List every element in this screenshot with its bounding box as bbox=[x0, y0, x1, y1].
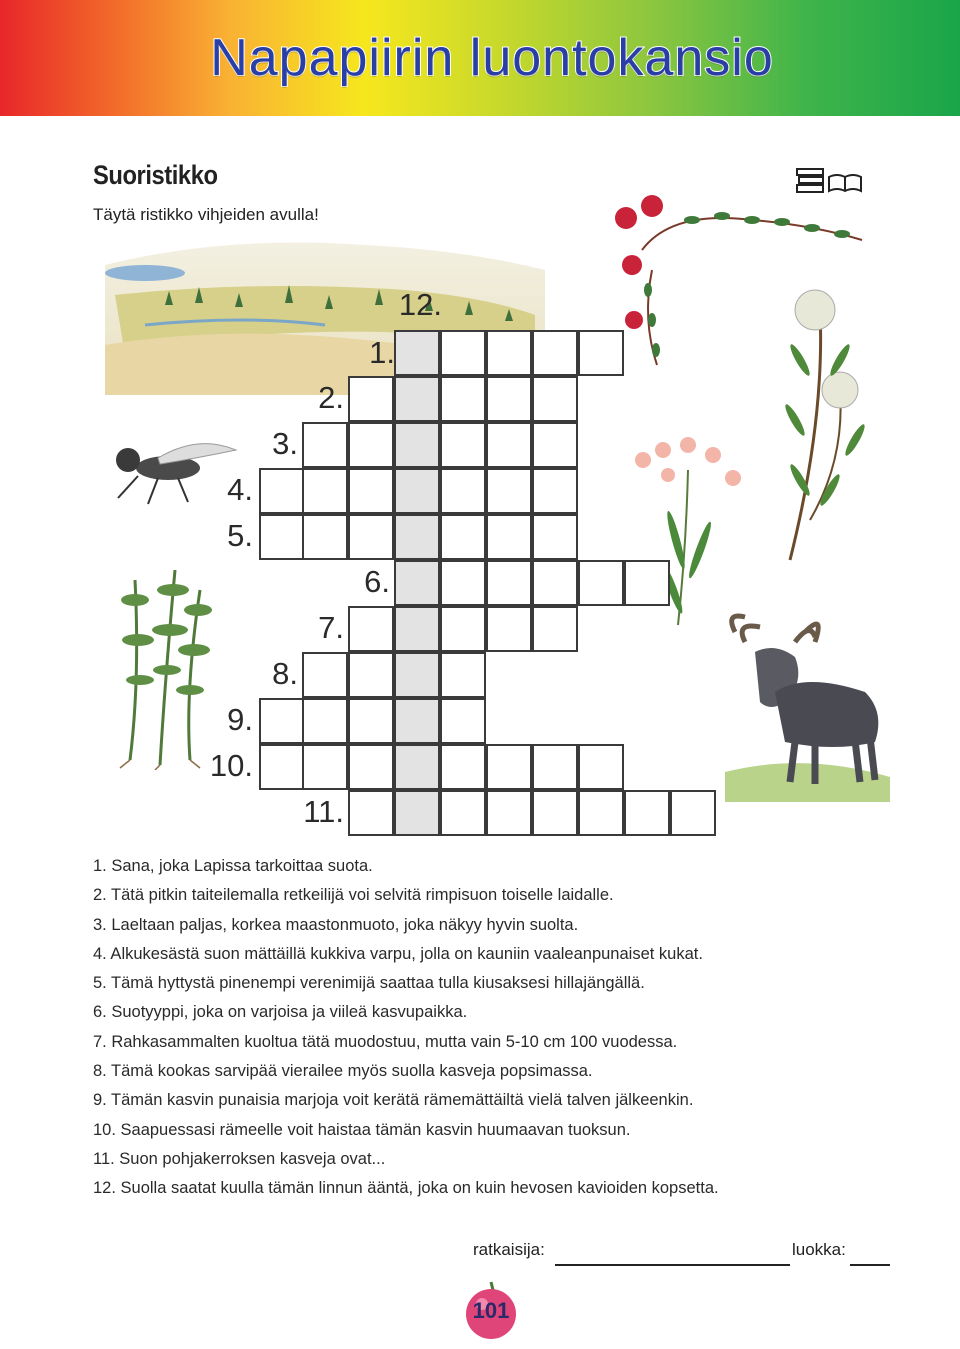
crossword-cell[interactable] bbox=[486, 330, 532, 376]
solver-name-field[interactable] bbox=[555, 1264, 790, 1266]
page-number-badge bbox=[462, 1280, 520, 1344]
crossword-cell[interactable] bbox=[486, 560, 532, 606]
page-number: 101 bbox=[472, 1298, 510, 1323]
crossword-key-cell[interactable] bbox=[394, 652, 440, 698]
clue-number: 4. bbox=[227, 472, 253, 507]
instruction-text: Täytä ristikko vihjeiden avulla! bbox=[93, 205, 319, 224]
crossword-cell[interactable] bbox=[578, 330, 624, 376]
crossword-key-cell[interactable] bbox=[394, 422, 440, 468]
crossword-key-cell[interactable] bbox=[394, 790, 440, 836]
crossword-cell[interactable] bbox=[440, 330, 486, 376]
class-field[interactable] bbox=[850, 1264, 890, 1266]
solver-label: ratkaisija: bbox=[473, 1240, 545, 1259]
crossword-cell[interactable] bbox=[440, 422, 486, 468]
crossword-cell[interactable] bbox=[259, 744, 305, 790]
crossword-cell[interactable] bbox=[302, 514, 348, 560]
clue-item: 2. Tätä pitkin taiteilemalla retkeilijä voi selvitä rimpisuon toiselle laidalle. bbox=[93, 886, 614, 905]
clue-item: 11. Suon pohjakerroksen kasveja ovat... bbox=[93, 1149, 386, 1168]
crossword-cell[interactable] bbox=[624, 560, 670, 606]
crossword-cell[interactable] bbox=[440, 560, 486, 606]
crossword-cell[interactable] bbox=[348, 468, 394, 514]
clue-number: 7. bbox=[318, 610, 344, 645]
crossword-cell[interactable] bbox=[578, 744, 624, 790]
crossword-cell[interactable] bbox=[486, 514, 532, 560]
clue-number: 8. bbox=[272, 656, 298, 691]
clue-item: 8. Tämä kookas sarvipää vierailee myös suolla kasveja popsimassa. bbox=[93, 1062, 593, 1081]
crossword-cell[interactable] bbox=[302, 698, 348, 744]
clue-number: 12. bbox=[398, 287, 442, 322]
crossword-key-cell[interactable] bbox=[394, 744, 440, 790]
crossword-key-cell[interactable] bbox=[394, 468, 440, 514]
crossword-cell[interactable] bbox=[302, 468, 348, 514]
clue-item: 5. Tämä hyttystä pinenempi verenimijä saattaa tulla kiusaksesi hillajängällä. bbox=[93, 974, 645, 993]
crossword-cell[interactable] bbox=[348, 698, 394, 744]
clue-number: 10. bbox=[209, 748, 253, 783]
crossword-cell[interactable] bbox=[440, 744, 486, 790]
section-title: Suoristikko bbox=[93, 160, 218, 190]
crossword-key-cell[interactable] bbox=[394, 560, 440, 606]
crossword-cell[interactable] bbox=[440, 468, 486, 514]
crossword-cell[interactable] bbox=[486, 468, 532, 514]
crossword-cell[interactable] bbox=[302, 422, 348, 468]
crossword-cell[interactable] bbox=[486, 422, 532, 468]
crossword-cell[interactable] bbox=[348, 744, 394, 790]
crossword-cell[interactable] bbox=[348, 422, 394, 468]
clue-item: 4. Alkukesästä suon mättäillä kukkiva varpu, jolla on kauniin vaaleanpunaiset kukat. bbox=[93, 944, 703, 963]
crossword-cell[interactable] bbox=[259, 468, 305, 514]
crossword-cell[interactable] bbox=[532, 606, 578, 652]
crossword-cell[interactable] bbox=[532, 744, 578, 790]
crossword-cell[interactable] bbox=[578, 560, 624, 606]
page-title: Napapiirin luontokansio bbox=[210, 29, 774, 87]
crossword-cell[interactable] bbox=[440, 606, 486, 652]
crossword-key-cell[interactable] bbox=[394, 376, 440, 422]
crossword-cell[interactable] bbox=[532, 376, 578, 422]
clue-item: 12. Suolla saatat kuulla tämän linnun ääntä, joka on kuin hevosen kavioiden kopsetta. bbox=[93, 1179, 719, 1198]
crossword-key-cell[interactable] bbox=[394, 330, 440, 376]
crossword-key-cell[interactable] bbox=[394, 606, 440, 652]
crossword-key-cell[interactable] bbox=[394, 698, 440, 744]
crossword-cell[interactable] bbox=[670, 790, 716, 836]
crossword-cell[interactable] bbox=[532, 422, 578, 468]
clue-item: 9. Tämän kasvin punaisia marjoja voit kerätä rämemättäiltä vielä talven jälkeenkin. bbox=[93, 1091, 694, 1110]
clue-number: 1. bbox=[369, 335, 395, 370]
crossword-cell[interactable] bbox=[259, 514, 305, 560]
crossword-cell[interactable] bbox=[440, 652, 486, 698]
crossword-cell[interactable] bbox=[532, 514, 578, 560]
crossword-cell[interactable] bbox=[348, 514, 394, 560]
clue-list bbox=[93, 852, 719, 1204]
crossword-cell[interactable] bbox=[578, 790, 624, 836]
crossword-cell[interactable] bbox=[624, 790, 670, 836]
clue-number: 5. bbox=[227, 518, 253, 553]
crossword-cell[interactable] bbox=[348, 790, 394, 836]
crossword-cell[interactable] bbox=[486, 790, 532, 836]
clue-number: 11. bbox=[303, 794, 344, 829]
clue-number: 9. bbox=[227, 702, 253, 737]
crossword-cell[interactable] bbox=[259, 698, 305, 744]
clue-number: 6. bbox=[364, 564, 390, 599]
crossword-cell[interactable] bbox=[532, 790, 578, 836]
crossword-cell[interactable] bbox=[486, 606, 532, 652]
clue-item: 1. Sana, joka Lapissa tarkoittaa suota. bbox=[93, 857, 373, 875]
clue-item: 10. Saapuessasi rämeelle voit haistaa tämän kasvin huumaavan tuoksun. bbox=[93, 1120, 631, 1139]
clue-item: 6. Suotyyppi, joka on varjoisa ja viileä kasvupaikka. bbox=[93, 1003, 468, 1022]
crossword-cell[interactable] bbox=[440, 790, 486, 836]
crossword-cell[interactable] bbox=[486, 376, 532, 422]
crossword-key-cell[interactable] bbox=[394, 514, 440, 560]
crossword-cell[interactable] bbox=[348, 376, 394, 422]
clue-item: 7. Rahkasammalten kuoltua tätä muodostuu, mutta vain 5-10 cm 100 vuodessa. bbox=[93, 1032, 678, 1051]
clue-item: 3. Laeltaan paljas, korkea maastonmuoto, joka näkyy hyvin suolta. bbox=[93, 915, 579, 934]
crossword-cell[interactable] bbox=[348, 652, 394, 698]
crossword-cell[interactable] bbox=[302, 652, 348, 698]
crossword-cell[interactable] bbox=[440, 376, 486, 422]
crossword-cell[interactable] bbox=[302, 744, 348, 790]
crossword-cell[interactable] bbox=[440, 698, 486, 744]
crossword-cell[interactable] bbox=[486, 744, 532, 790]
clue-number: 3. bbox=[272, 426, 298, 461]
clue-number: 2. bbox=[318, 380, 344, 415]
crossword-cell[interactable] bbox=[440, 514, 486, 560]
crossword-cell[interactable] bbox=[532, 330, 578, 376]
class-label: luokka: bbox=[792, 1240, 846, 1259]
crossword-cell[interactable] bbox=[348, 606, 394, 652]
crossword-cell[interactable] bbox=[532, 560, 578, 606]
crossword-cell[interactable] bbox=[532, 468, 578, 514]
